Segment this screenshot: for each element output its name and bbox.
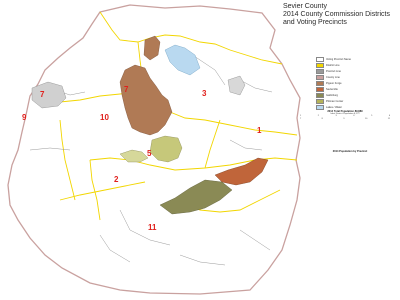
district-label-4: 5 — [147, 149, 152, 158]
table-cell: 10 — [364, 118, 368, 120]
legend-item — [316, 93, 376, 98]
legend-swatch — [316, 69, 324, 74]
table-cell: 1 — [300, 115, 302, 117]
legend-label: District Line — [326, 64, 340, 67]
legend-item — [316, 69, 376, 74]
precinct-population-table — [315, 150, 385, 198]
table-cell: 11 — [387, 118, 390, 120]
table-row — [315, 195, 385, 198]
district-label-10: 10 — [100, 113, 109, 122]
legend-swatch — [316, 57, 324, 62]
table-cell: 9 — [343, 118, 345, 120]
district-label-9: 9 — [22, 113, 27, 122]
legend-item — [316, 57, 376, 62]
legend-swatch — [316, 99, 324, 104]
legend-label: Pigeon Forge — [326, 82, 342, 85]
legend-swatch — [316, 81, 324, 86]
table-cell: 8 — [321, 118, 323, 120]
district-label-11: 11 — [148, 223, 157, 232]
district-label-1: 1 — [257, 126, 262, 135]
precinct-table-title: 2014 Population by Precinct — [332, 150, 368, 153]
legend-item — [316, 75, 376, 80]
legend-label: Precinct Line — [326, 70, 341, 73]
legend-swatch — [316, 93, 324, 98]
legend-label: Sevierville — [326, 88, 338, 91]
legend-item — [316, 99, 376, 104]
legend-swatch — [316, 87, 324, 92]
table-cell: 5 — [371, 115, 373, 117]
district-label-3: 3 — [202, 89, 207, 98]
population-table-note: Ideal District Population 8,172 — [330, 113, 360, 115]
legend-swatch — [316, 63, 324, 68]
legend-label: County Line — [326, 76, 340, 79]
legend-item — [316, 87, 376, 92]
legend-label: Pittman Center — [326, 100, 344, 103]
legend-label: Gatlinburg — [326, 94, 338, 97]
table-cell: 7 — [300, 118, 302, 120]
legend-label: Lakes / Water — [326, 106, 342, 109]
table-row — [300, 118, 390, 121]
table-cell: 4 — [353, 115, 355, 117]
legend-label: Voting Precinct Name — [326, 58, 351, 61]
map-legend — [316, 57, 376, 111]
population-summary-table — [300, 110, 390, 121]
legend-item — [316, 81, 376, 86]
map-title — [283, 3, 395, 27]
population-table-title: 2014 Total Population 89,889 — [327, 110, 363, 113]
title-line-3: and Voting Precincts — [283, 19, 347, 26]
district-label-2: 2 — [114, 175, 119, 184]
legend-swatch — [316, 75, 324, 80]
district-label-7: 7 — [124, 85, 129, 94]
title-line-1: Sevier County — [283, 3, 327, 10]
district-label-6: 7 — [40, 90, 45, 99]
table-cell: 2 — [317, 115, 319, 117]
table-cell: 6 — [388, 115, 390, 117]
legend-item — [316, 63, 376, 68]
title-line-2: 2014 County Commission Districts — [283, 11, 390, 18]
table-cell: 3 — [335, 115, 337, 117]
